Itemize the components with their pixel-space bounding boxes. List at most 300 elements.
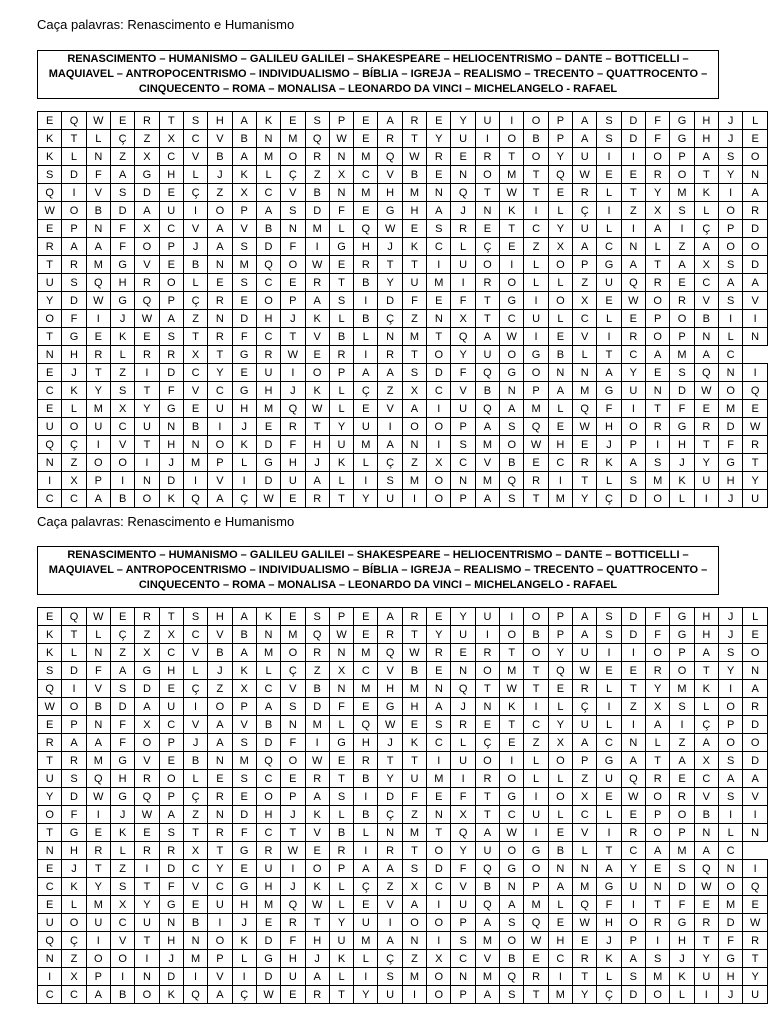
grid-cell: W [378,716,402,734]
grid-cell: R [135,842,159,860]
grid-cell: N [183,436,207,454]
grid-cell: H [232,896,256,914]
grid-cell: X [183,842,207,860]
grid-cell: M [500,662,524,680]
grid-cell: D [110,202,134,220]
grid-cell: Ç [378,310,402,328]
grid-cell: Y [451,346,475,364]
grid-cell: D [427,364,451,382]
grid-cell: N [281,220,305,238]
grid-cell: E [597,662,621,680]
grid-cell: A [694,148,718,166]
grid-cell: D [159,860,183,878]
grid-cell: O [718,202,742,220]
grid-cell: N [573,364,597,382]
grid-cell: K [256,112,280,130]
grid-cell: V [281,680,305,698]
grid-cell: E [354,698,378,716]
grid-row [38,752,768,770]
grid-row [38,914,768,932]
grid-cell: P [329,364,353,382]
grid-cell: T [159,608,183,626]
grid-cell: X [451,310,475,328]
grid-cell: B [86,698,110,716]
grid-cell: L [670,986,694,1004]
grid-cell: I [743,806,768,824]
grid-cell: S [38,166,62,184]
grid-cell: D [305,202,329,220]
grid-cell: Y [329,914,353,932]
grid-cell: P [329,112,353,130]
word-list-box [37,50,719,99]
grid-cell: D [62,166,86,184]
grid-cell: A [646,842,670,860]
grid-cell: O [524,644,548,662]
grid-cell: E [743,400,768,418]
grid-cell: A [427,202,451,220]
grid-cell: E [208,770,232,788]
grid-cell: G [110,788,134,806]
grid-cell: T [743,950,768,968]
grid-cell: C [38,986,62,1004]
grid-cell: J [378,238,402,256]
grid-cell: D [256,932,280,950]
grid-cell: B [402,166,426,184]
grid-cell: O [500,346,524,364]
grid-cell: Z [378,878,402,896]
grid-cell: U [378,986,402,1004]
grid-cell: Ç [378,806,402,824]
grid-cell: V [451,382,475,400]
grid-cell: I [743,364,768,382]
grid-cell: E [451,148,475,166]
grid-cell: G [135,662,159,680]
grid-cell: I [86,310,110,328]
grid-cell: I [427,256,451,274]
grid-cell: E [281,608,305,626]
grid-cell: O [548,256,572,274]
grid-cell: O [110,950,134,968]
grid-cell: W [402,644,426,662]
grid-cell: X [135,716,159,734]
grid-cell: P [718,716,742,734]
grid-cell: Y [621,364,645,382]
grid-cell: F [451,788,475,806]
grid-cell: J [670,454,694,472]
grid-cell: L [451,734,475,752]
grid-cell: O [427,842,451,860]
word-list-line: RENASCIMENTO – HUMANISMO – GALILEU GALILEI – SHAKESPEARE – HELIOCENTRISMO – DANTE – BOTTICELLI – [67,549,689,561]
grid-cell: C [110,418,134,436]
grid-cell: Z [208,184,232,202]
grid-cell: M [86,752,110,770]
grid-cell: P [646,310,670,328]
grid-cell: N [548,364,572,382]
grid-cell: M [232,256,256,274]
grid-cell: U [329,932,353,950]
grid-cell: W [500,328,524,346]
grid-cell: D [110,698,134,716]
grid-cell: V [208,968,232,986]
grid-cell: S [621,968,645,986]
grid-row [38,662,768,680]
grid-cell: X [135,644,159,662]
grid-cell: F [232,824,256,842]
grid-cell: C [110,914,134,932]
grid-row [38,824,768,842]
grid-cell: H [110,770,134,788]
grid-cell: R [646,914,670,932]
grid-row [38,842,768,860]
grid-cell: P [62,716,86,734]
grid-cell: E [354,608,378,626]
grid-cell: Y [548,716,572,734]
grid-cell: A [743,770,768,788]
grid-cell: S [110,382,134,400]
grid-cell: E [548,824,572,842]
grid-cell: D [621,608,645,626]
grid-cell: I [232,968,256,986]
grid-cell: E [305,842,329,860]
grid-cell: H [718,472,742,490]
grid-cell: R [305,986,329,1004]
grid-cell: G [110,752,134,770]
grid-cell: R [402,112,426,130]
grid-cell: S [378,968,402,986]
grid-cell: O [646,292,670,310]
grid-cell: Q [451,824,475,842]
grid-cell: V [743,292,768,310]
grid-cell: R [305,490,329,508]
grid-cell: E [743,626,768,644]
grid-cell: J [718,608,742,626]
grid-cell: U [256,860,280,878]
grid-cell: A [305,292,329,310]
grid-row [38,112,768,130]
grid-cell: H [597,914,621,932]
grid-cell: R [646,166,670,184]
grid-cell: O [646,986,670,1004]
grid-cell: I [354,968,378,986]
grid-cell: C [427,878,451,896]
grid-cell: N [743,824,768,842]
grid-cell: O [621,418,645,436]
grid-cell: E [135,328,159,346]
grid-cell: E [256,418,280,436]
grid-row [38,734,768,752]
grid-cell: R [135,112,159,130]
grid-cell: A [475,824,499,842]
grid-cell: I [427,752,451,770]
grid-cell: D [256,472,280,490]
grid-cell: R [135,770,159,788]
grid-cell: E [597,788,621,806]
grid-cell: D [670,382,694,400]
grid-cell: V [183,644,207,662]
grid-cell: I [427,932,451,950]
grid-cell: Y [646,680,670,698]
grid-row [38,806,768,824]
grid-cell: L [329,878,353,896]
grid-cell: F [110,220,134,238]
grid-cell: K [500,202,524,220]
grid-cell: O [281,752,305,770]
grid-cell: A [670,752,694,770]
grid-cell: C [548,454,572,472]
grid-cell: N [135,968,159,986]
grid-cell: G [500,364,524,382]
grid-cell: L [597,220,621,238]
grid-cell: S [427,220,451,238]
grid-cell: G [329,238,353,256]
grid-cell: N [548,860,572,878]
grid-cell: L [232,950,256,968]
grid-cell: L [354,328,378,346]
grid-cell: H [281,950,305,968]
grid-cell: R [378,626,402,644]
grid-cell: M [475,968,499,986]
grid-cell: O [475,752,499,770]
grid-cell: T [38,328,62,346]
grid-cell: U [573,220,597,238]
grid-cell: N [208,310,232,328]
grid-cell: Z [524,734,548,752]
grid-cell: W [524,436,548,454]
grid-cell: O [427,472,451,490]
grid-cell: B [110,490,134,508]
grid-cell: Q [694,860,718,878]
grid-cell: N [38,346,62,364]
grid-cell: I [621,220,645,238]
grid-cell: V [743,788,768,806]
grid-cell: C [354,166,378,184]
grid-cell: E [38,860,62,878]
grid-cell: K [159,986,183,1004]
grid-cell: E [232,788,256,806]
grid-cell: S [718,148,742,166]
grid-cell: X [646,202,670,220]
grid-cell: T [281,328,305,346]
grid-cell: I [354,842,378,860]
grid-row [38,130,768,148]
grid-cell: I [475,626,499,644]
grid-cell: H [159,662,183,680]
grid-cell: L [329,310,353,328]
grid-cell: B [694,806,718,824]
grid-cell: Q [378,148,402,166]
grid-cell: E [475,220,499,238]
grid-cell: Q [621,274,645,292]
grid-cell: Q [305,130,329,148]
grid-cell: K [402,238,426,256]
grid-cell: M [670,346,694,364]
grid-cell: V [183,382,207,400]
grid-cell: E [500,734,524,752]
grid-cell: U [86,914,110,932]
grid-cell: P [159,734,183,752]
grid-cell: T [329,274,353,292]
grid-cell: Y [743,968,768,986]
grid-cell: X [135,148,159,166]
grid-cell: R [329,842,353,860]
grid-cell: L [548,400,572,418]
grid-cell: U [159,698,183,716]
puzzle-title: Caça palavras: Renascimento e Humanismo [37,514,295,529]
grid-cell: W [573,166,597,184]
grid-cell: V [208,130,232,148]
grid-cell: U [281,968,305,986]
grid-cell: M [86,896,110,914]
grid-cell: Z [621,698,645,716]
grid-cell: I [597,644,621,662]
grid-row [38,788,768,806]
grid-cell: Ç [183,292,207,310]
grid-cell: A [548,878,572,896]
grid-cell: P [232,202,256,220]
grid-cell: S [500,490,524,508]
grid-cell: I [354,292,378,310]
grid-cell: M [646,472,670,490]
grid-cell: T [597,346,621,364]
grid-cell: T [86,860,110,878]
grid-cell: Y [354,490,378,508]
grid-cell: P [62,220,86,238]
grid-cell: Q [354,716,378,734]
grid-cell: Z [62,454,86,472]
grid-cell: A [378,112,402,130]
grid-cell: J [718,112,742,130]
grid-cell: O [475,166,499,184]
grid-cell: C [694,770,718,788]
grid-cell: J [718,986,742,1004]
grid-cell: Y [573,986,597,1004]
grid-cell: P [670,328,694,346]
grid-cell: F [718,932,742,950]
grid-cell: D [718,418,742,436]
grid-cell: A [694,238,718,256]
grid-cell: Q [524,914,548,932]
grid-cell: T [378,752,402,770]
grid-cell: E [646,364,670,382]
grid-cell: M [573,382,597,400]
grid-cell: Z [378,382,402,400]
grid-cell: S [646,950,670,968]
grid-cell: O [427,346,451,364]
grid-cell: Ç [597,986,621,1004]
grid-cell: U [451,256,475,274]
grid-cell: D [232,310,256,328]
grid-cell: T [743,454,768,472]
grid-cell: U [451,400,475,418]
grid-cell: M [402,184,426,202]
grid-cell: U [38,770,62,788]
grid-cell: O [256,292,280,310]
grid-cell: X [694,256,718,274]
grid-cell: H [305,436,329,454]
grid-cell: E [354,112,378,130]
grid-cell: G [378,698,402,716]
grid-cell: N [427,806,451,824]
grid-cell: M [646,968,670,986]
grid-cell: L [62,644,86,662]
grid-cell: M [548,986,572,1004]
grid-cell: I [621,644,645,662]
grid-cell: Q [548,166,572,184]
grid-cell: T [427,328,451,346]
grid-cell: Ç [475,734,499,752]
grid-cell: A [208,490,232,508]
grid-cell: E [621,310,645,328]
grid-cell: A [86,986,110,1004]
grid-cell: U [208,400,232,418]
grid-cell: R [378,842,402,860]
grid-cell: R [451,220,475,238]
grid-cell: N [427,310,451,328]
grid-cell: L [110,842,134,860]
grid-cell: M [573,878,597,896]
grid-cell: Y [451,842,475,860]
grid-cell: Q [256,752,280,770]
grid-cell: H [378,680,402,698]
grid-cell: Q [305,626,329,644]
grid-cell: M [670,680,694,698]
grid-cell: F [646,626,670,644]
grid-cell: A [475,914,499,932]
grid-cell: O [670,310,694,328]
grid-cell: K [329,950,353,968]
grid-cell: A [208,716,232,734]
grid-cell: P [281,292,305,310]
grid-cell: E [354,130,378,148]
grid-cell: W [402,148,426,166]
grid-cell: H [597,418,621,436]
grid-cell: Z [208,680,232,698]
grid-cell: I [38,472,62,490]
grid-cell: B [183,752,207,770]
grid-row [38,256,768,274]
grid-cell: M [305,716,329,734]
grid-row [38,716,768,734]
grid-row [38,860,768,878]
grid-cell: H [281,454,305,472]
grid-cell: N [743,662,768,680]
grid-cell: R [86,346,110,364]
grid-cell: F [670,400,694,418]
grid-cell: R [621,328,645,346]
grid-cell: Q [38,932,62,950]
grid-cell: L [329,400,353,418]
grid-cell: V [475,454,499,472]
grid-cell: L [597,716,621,734]
grid-cell: Y [354,986,378,1004]
grid-cell: J [62,860,86,878]
grid-cell: N [281,716,305,734]
grid-cell: I [475,130,499,148]
grid-cell: K [500,698,524,716]
grid-cell: F [597,400,621,418]
grid-cell: O [500,932,524,950]
grid-cell: U [597,770,621,788]
grid-cell: C [159,220,183,238]
grid-cell: X [548,734,572,752]
grid-row [38,292,768,310]
grid-cell: A [110,166,134,184]
grid-cell: C [62,986,86,1004]
grid-cell: Z [62,950,86,968]
grid-cell: T [646,400,670,418]
grid-cell: I [38,968,62,986]
grid-cell: I [183,698,207,716]
